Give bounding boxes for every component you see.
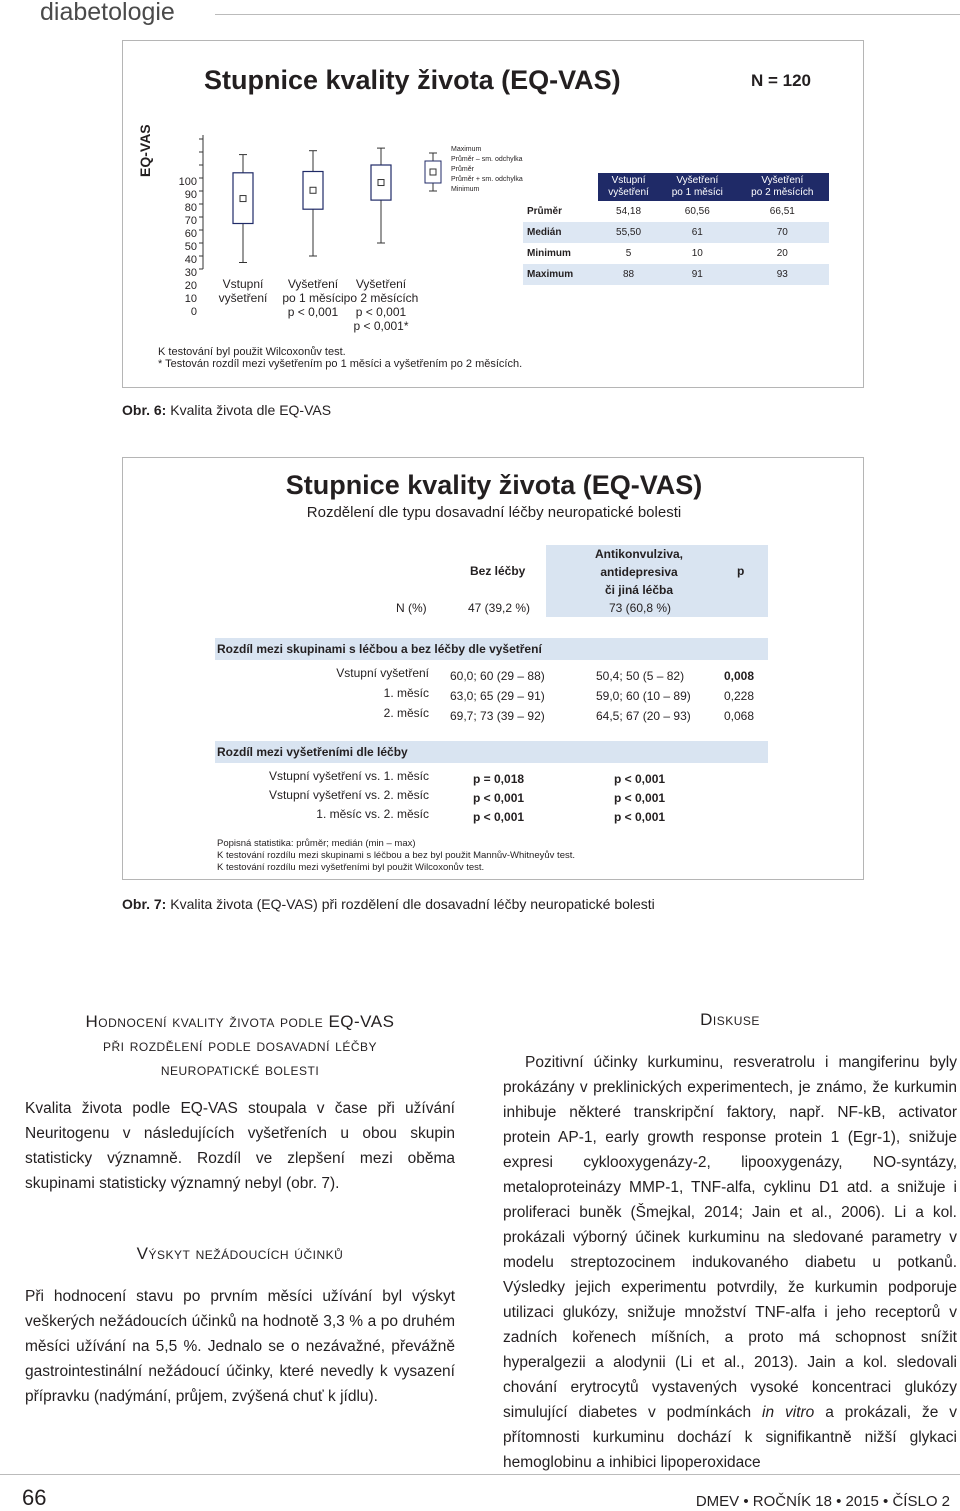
row-label: 1. měsíc (383, 686, 429, 700)
fig7-caption: Obr. 7: Kvalita života (EQ-VAS) při rozdělení dle dosavadní léčby neuropatické bolesti (122, 896, 655, 912)
section-heading-qol: Hodnocení kvality života podle EQ-VAS při rozdělení podle dosavadní léčby neuropatické bolesti (85, 1012, 395, 1079)
y-tick-label: 0 (190, 306, 197, 318)
legend-item: Průměr – sm. odchylka (451, 156, 523, 163)
fig6-y-axis-label: EQ-VAS (137, 124, 153, 177)
legend-item: Průměr (451, 166, 474, 173)
fig6-legend (451, 145, 523, 195)
figure-6 (122, 40, 864, 388)
header-divider (215, 14, 960, 15)
y-tick-label: 80 (184, 202, 197, 214)
legend-mean (430, 169, 436, 175)
row-label: Vstupní vyšetření vs. 1. měsíc (268, 769, 429, 783)
mean-marker (378, 180, 384, 186)
x-axis-label: Vstupní vyšetření (218, 277, 268, 305)
y-tick-label: 90 (184, 189, 197, 201)
value-no-treatment: 60,0; 60 (29 – 88) (450, 669, 545, 683)
fig7-head-treatment: Antikonvulziva, antidepresiva či jiná léčba (594, 547, 683, 597)
row-label: 1. měsíc vs. 2. měsíc (316, 807, 429, 821)
value-treatment: 50,4; 50 (5 – 82) (596, 669, 685, 683)
mean-marker (310, 187, 316, 193)
table-row: Medián 55,50 61 70 (523, 222, 829, 243)
legend-item: Průměr + sm. odchylka (451, 176, 523, 183)
fig6-stats-table: Vstupní vyšetření Vyšetření po 1 měsíci Vyšetření po 2 měsících Průměr 54,18 60,56 66,51 Medián 55,50 61 70 Minimum 5 10 20 Maximum 88 91 93 (523, 173, 829, 285)
p-value-no-treatment: p < 0,001 (473, 791, 525, 805)
p-value-treatment: p < 0,001 (614, 791, 666, 805)
p-value: 0,008 (724, 669, 755, 683)
paragraph: Kvalita života podle EQ-VAS stoupala v čase při užívání Neuritogenu v následujících vyšetřeních u obou skupin statisticky významně. Rozdíl ve zlepšení mezi oběma skupinami statisticky významný nebyl (obr. 7). (25, 1100, 455, 1192)
y-tick-label: 100 (178, 176, 197, 188)
y-tick-label: 60 (184, 228, 197, 240)
y-tick-label: 40 (184, 254, 197, 266)
table-row: Maximum 88 91 93 (523, 264, 829, 285)
figure-7 (122, 457, 864, 880)
fig7-sec2-title: Rozdíl mezi vyšetřeními dle léčby (217, 745, 408, 759)
fig7-head-no-treatment: Bez léčby (470, 564, 526, 578)
p-value: 0,068 (724, 709, 755, 723)
fig6-title: Stupnice kvality života (EQ-VAS) (204, 65, 621, 95)
value-treatment: 59,0; 60 (10 – 89) (596, 689, 691, 703)
x-axis-label: Vyšetření po 2 měsících p < 0,001 p < 0,001* (343, 277, 419, 333)
fig7-n-col1: 47 (39,2 %) (468, 601, 531, 615)
journal-info: DMEV • ROČNÍK 18 • 2015 • ČÍSLO 2 (695, 1493, 950, 1510)
section-title: diabetologie (40, 0, 175, 26)
legend-item: Minimum (451, 186, 480, 193)
p-value-no-treatment: p = 0,018 (473, 772, 525, 786)
y-tick-label: 10 (184, 293, 197, 305)
y-tick-label: 20 (184, 280, 197, 292)
footer-divider (0, 1474, 960, 1475)
p-value-no-treatment: p < 0,001 (473, 810, 525, 824)
p-value: 0,228 (724, 689, 755, 703)
mean-marker (240, 196, 246, 202)
y-tick-label: 70 (184, 215, 197, 227)
fig7-subtitle: Rozdělení dle typu dosavadní léčby neuropatické bolesti (306, 504, 682, 521)
row-label: 2. měsíc (383, 706, 429, 720)
fig7-n-col2: 73 (60,8 %) (609, 601, 672, 615)
row-label: Vstupní vyšetření (336, 666, 429, 680)
paragraph: Při hodnocení stavu po prvním měsíci užívání byl výskyt veškerých nežádoucích účinků na hodnotě 3,3 % a po druhém měsíci užívání na 5,5 %. Jednalo se o nezávažné, převážně gastrointestinální nežádoucí účinky, které nevedly k vysazení přípravku (nadýmání, průjem, zvýšená chuť k jídlu). (25, 1288, 455, 1405)
y-tick-label: 50 (184, 241, 197, 253)
right-column (503, 1010, 957, 1475)
fig7-notes: Popisná statistika: průměr; medián (min – max) K testování rozdílu mezi skupinami s léčbou a bez byl použit Mannův-Whitneyův test. K testování rozdílu mezi vyšetřeními byl použit Wilcoxonův test. (217, 838, 576, 873)
fig6-caption: Obr. 6: Kvalita života dle EQ-VAS (122, 402, 332, 418)
section-heading-discussion: Diskuse (700, 1010, 760, 1029)
left-column (25, 1010, 455, 1409)
table-row: Průměr 54,18 60,56 66,51 (527, 206, 795, 217)
paragraph: Pozitivní účinky kurkuminu, resveratrolu i mangiferinu byly prokázány v preklinických experimentech, je známo, že kurkumin inhibuje některé transkripční faktory, např. NF-kB, activator protein AP-1, early growth response protein 1 (Egr-1), snižuje expresi cyklooxygenázy-2, lipooxygenázy, NO-syntázy, metaloproteinázy MMP-1, TNF-alfa, cyklinu D1 atd. a snižuje i proliferaci buněk (Šmejkal, 2014; Jain et al., 2006). Li a kol. prokázali výborný účinek kurkuminu na sledované parametry v modelu streptozocinem indukovaného diabetu u potkanů. Výsledky jejich experimentu potvrdily, že kurkumin podporuje utilizaci glukózy, snižuje množství TNF-alfa i jeho receptorů v zadních kořenech míšních, a proto má schopnost snížit hyperalgezii a alodynii (Li et al., 2013). Jain a kol. sledovali chování erytrocytů vystavených vysoké koncentraci glukózy simulující diabetes v podmínkách in vitro a prokázali, že v přítomnosti kurkuminu dochází k signifikantně nižší glykaci hemoglobinu a inhibici lipoperoxidace (503, 1054, 958, 1471)
row-label: Vstupní vyšetření vs. 2. měsíc (268, 788, 429, 802)
legend-item: Maximum (451, 146, 482, 153)
fig7-n-label: N (%) (396, 601, 427, 615)
fig6-sample-size: N = 120 (751, 71, 812, 90)
x-axis-label: Vyšetření po 1 měsíci p < 0,001 (282, 277, 344, 319)
fig7-sec1-title: Rozdíl mezi skupinami s léčbou a bez léčby dle vyšetření (217, 642, 542, 656)
y-tick-label: 30 (184, 267, 197, 279)
value-no-treatment: 63,0; 65 (29 – 91) (450, 689, 545, 703)
page-number: 66 (22, 1485, 47, 1510)
table-row: Minimum 5 10 20 (527, 248, 788, 259)
fig6-notes: K testování byl použit Wilcoxonův test. * Testován rozdíl mezi vyšetřením po 1 měsíci a vyšetřením po 2 měsících. (158, 346, 523, 370)
fig7-head-p: p (737, 564, 745, 578)
value-no-treatment: 69,7; 73 (39 – 92) (450, 709, 545, 723)
p-value-treatment: p < 0,001 (614, 810, 666, 824)
section-heading-adverse-effects: Výskyt nežádoucích účinků (136, 1244, 344, 1263)
value-treatment: 64,5; 67 (20 – 93) (596, 709, 691, 723)
fig7-title: Stupnice kvality života (EQ-VAS) (285, 470, 703, 500)
p-value-treatment: p < 0,001 (614, 772, 666, 786)
